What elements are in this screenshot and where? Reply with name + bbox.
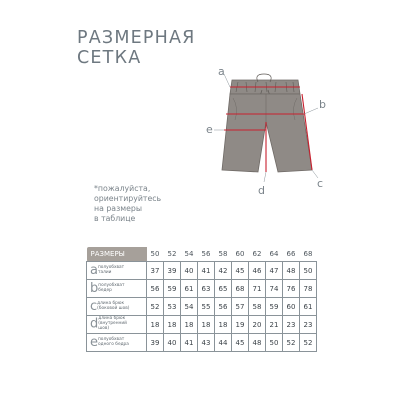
table-cell: 78	[300, 280, 317, 298]
table-cell: 41	[198, 262, 215, 280]
table-cell: 40	[181, 262, 198, 280]
label-a: a	[218, 65, 225, 78]
table-cell: 48	[283, 262, 300, 280]
note-line-4: в таблице	[94, 214, 136, 223]
table-cell: 52	[283, 334, 300, 352]
table-cell: 37	[147, 262, 164, 280]
size-header-row	[87, 247, 317, 262]
sizes-header-label: РАЗМЕРЫ	[87, 247, 147, 262]
title-line-2: СЕТКА	[77, 48, 142, 68]
row-letter: a	[90, 263, 98, 278]
table-row	[87, 280, 317, 298]
table-cell: 50	[266, 334, 283, 352]
leader-b	[304, 108, 318, 114]
table-cell: 59	[266, 298, 283, 316]
row-label	[87, 316, 147, 334]
row-desc-2: талии	[97, 269, 112, 275]
row-desc-2: (боковой шов)	[97, 305, 130, 311]
table-cell: 56	[215, 298, 232, 316]
table-cell: 58	[249, 298, 266, 316]
row-desc-1: полуобхват	[98, 336, 125, 342]
table-cell: 48	[249, 334, 266, 352]
table-cell: 61	[181, 280, 198, 298]
table-cell: 61	[300, 298, 317, 316]
row-letter: b	[90, 281, 99, 296]
table-cell: 68	[232, 280, 249, 298]
size-note	[94, 184, 184, 224]
table-cell: 52	[147, 298, 164, 316]
title-line-1: РАЗМЕРНАЯ	[77, 28, 196, 48]
table-cell: 18	[215, 316, 232, 334]
size-col-header: 68	[303, 250, 313, 258]
shorts-illustration	[200, 60, 330, 205]
table-cell: 23	[300, 316, 317, 334]
row-desc-1: длина брюк	[98, 316, 126, 322]
label-b: b	[319, 98, 326, 111]
table-cell: 74	[266, 280, 283, 298]
table-cell: 60	[283, 298, 300, 316]
table-row	[87, 262, 317, 280]
note-line-1: *пожалуйста,	[94, 184, 151, 193]
row-letter: c	[90, 299, 98, 314]
row-desc-1: полуобхват	[98, 282, 125, 288]
label-c: c	[317, 177, 324, 190]
table-cell: 45	[232, 334, 249, 352]
table-cell: 47	[266, 262, 283, 280]
table-cell: 19	[232, 316, 249, 334]
size-col-header: 52	[167, 250, 177, 258]
row-desc-2: одного бедра	[98, 341, 129, 347]
table-cell: 63	[198, 280, 215, 298]
table-cell: 57	[232, 298, 249, 316]
label-e: e	[206, 123, 213, 136]
row-label	[87, 280, 147, 298]
table-cell: 53	[164, 298, 181, 316]
table-cell: 20	[249, 316, 266, 334]
row-letter: e	[90, 335, 98, 350]
leader-d	[264, 172, 266, 182]
table-cell: 39	[147, 334, 164, 352]
table-cell: 43	[198, 334, 215, 352]
row-desc-1: полуобхват	[97, 264, 125, 270]
table-cell: 56	[147, 280, 164, 298]
size-col-header: 66	[286, 250, 296, 258]
table-cell: 46	[249, 262, 266, 280]
table-cell: 54	[181, 298, 198, 316]
table-cell: 76	[283, 280, 300, 298]
shorts-body	[222, 94, 312, 172]
row-desc-2: бедер	[98, 287, 112, 293]
table-cell: 40	[164, 334, 181, 352]
table-cell: 18	[147, 316, 164, 334]
table-cell: 45	[232, 262, 249, 280]
page-title	[77, 28, 196, 68]
shorts-diagram	[200, 60, 330, 205]
table-cell: 18	[181, 316, 198, 334]
table-cell: 52	[300, 334, 317, 352]
size-col-header: 58	[218, 250, 228, 258]
row-desc-1: длина брюк	[97, 300, 125, 306]
size-col-header: 56	[201, 250, 211, 258]
table-cell: 59	[164, 280, 181, 298]
note-line-2: ориентируйтесь	[94, 194, 162, 203]
table-row	[87, 334, 317, 352]
table-row	[87, 298, 317, 316]
table-cell: 23	[283, 316, 300, 334]
table-cell: 41	[181, 334, 198, 352]
table-cell: 50	[300, 262, 317, 280]
row-label	[87, 334, 147, 352]
table-cell: 39	[164, 262, 181, 280]
row-desc-2: (внутренний шов)	[98, 321, 127, 331]
size-col-header: 50	[150, 250, 160, 258]
table-cell: 18	[164, 316, 181, 334]
row-letter: d	[90, 317, 99, 332]
table-cell: 18	[198, 316, 215, 334]
table-row	[87, 316, 317, 334]
note-line-3: на размеры	[94, 204, 143, 213]
row-label	[87, 298, 147, 316]
row-label	[87, 262, 147, 280]
leader-a	[224, 74, 230, 87]
size-col-header: 60	[235, 250, 245, 258]
table-cell: 55	[198, 298, 215, 316]
table-cell: 65	[215, 280, 232, 298]
size-col-header: 64	[269, 250, 279, 258]
label-d: d	[258, 184, 265, 197]
size-col-header: 54	[184, 250, 194, 258]
table-cell: 71	[249, 280, 266, 298]
size-col-header: 62	[252, 250, 262, 258]
table-cell: 42	[215, 262, 232, 280]
size-table	[86, 247, 316, 352]
table-cell: 44	[215, 334, 232, 352]
table-cell: 21	[266, 316, 283, 334]
